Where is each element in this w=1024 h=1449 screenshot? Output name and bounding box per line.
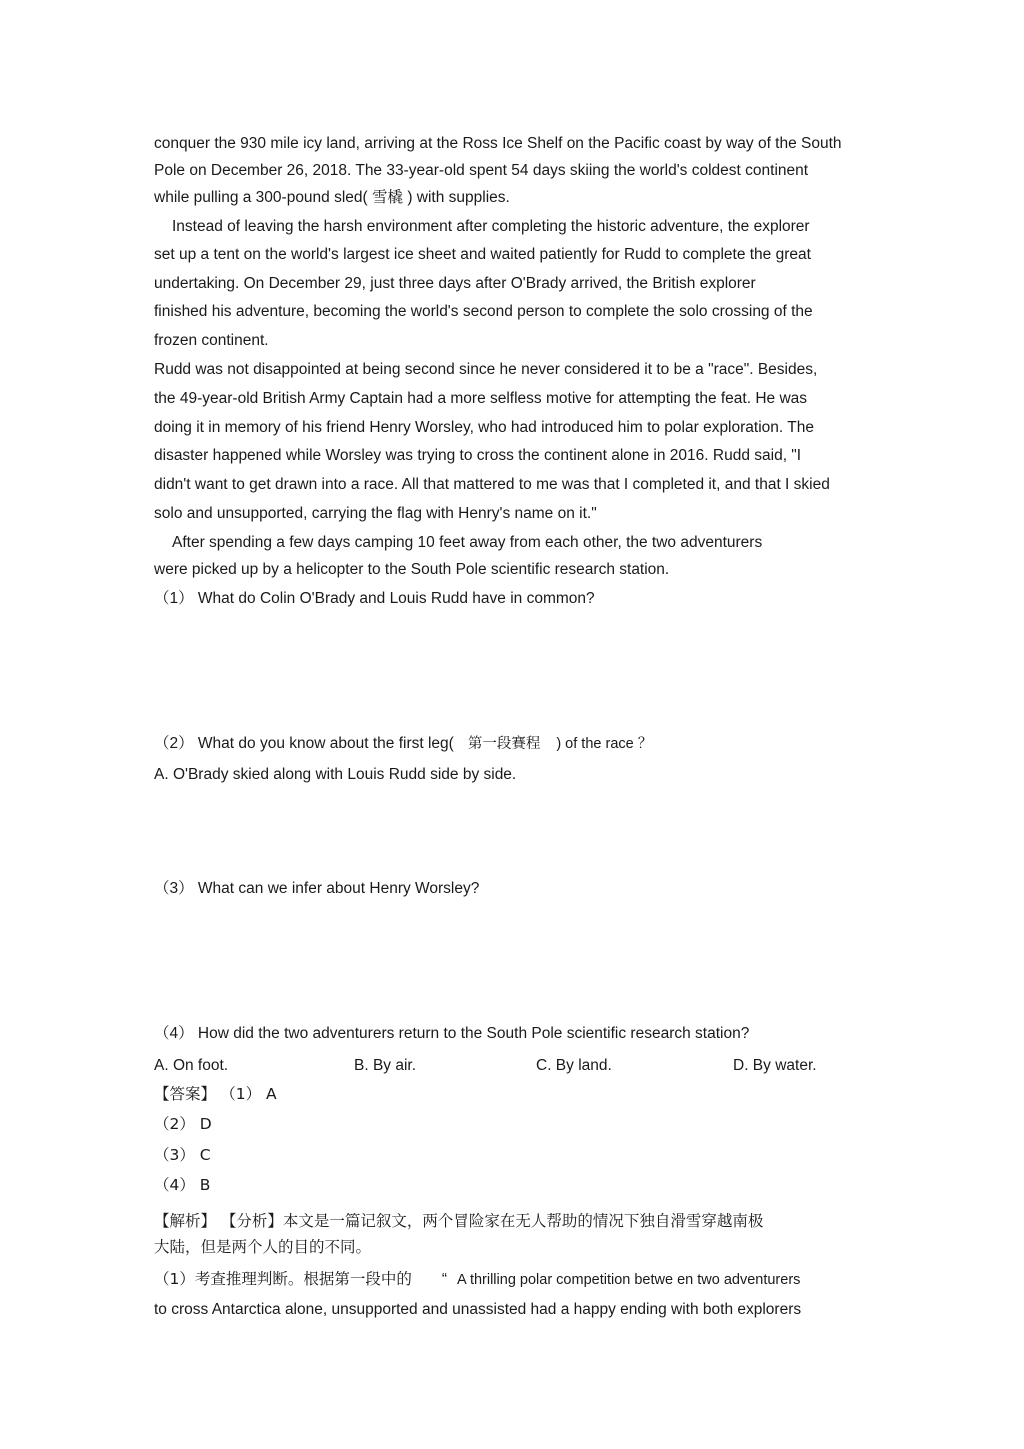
analysis-en-text: A thrilling polar competition betwe en two adventurers: [457, 1272, 801, 1288]
answer-2: （2） D: [154, 1115, 212, 1133]
passage-line: conquer the 930 mile icy land, arriving at the Ross Ice Shelf on the Pacific coast by way of the South: [154, 135, 842, 152]
analysis-cn-text: （1）考查推理判断。根据第一段中的: [154, 1270, 412, 1288]
answer-heading: [154, 1084, 277, 1104]
analysis-line: 【解析】 【分析】本文是一篇记叙文，两个冒险家在无人帮助的情况下独自滑雪穿越南极: [154, 1212, 764, 1230]
passage-line: finished his adventure, becoming the world's second person to complete the solo crossing of the: [154, 303, 813, 320]
passage-line: Instead of leaving the harsh environment after completing the historic adventure, the explorer: [172, 218, 810, 235]
passage-line: Pole on December 26, 2018. The 33-year-old spent 54 days skiing the world's coldest continent: [154, 162, 809, 179]
passage-line: set up a tent on the world's largest ice sheet and waited patiently for Rudd to complete the great: [154, 246, 811, 263]
passage-line: the 49-year-old British Army Captain had a more selfless motive for attempting the feat. He was: [154, 390, 808, 407]
passage-line: solo and unsupported, carrying the flag with Henry's name on it.": [154, 505, 597, 522]
question-3: （3） What can we infer about Henry Worsley?: [154, 880, 480, 897]
passage-line: were picked up by a helicopter to the South Pole scientific research station.: [154, 561, 670, 578]
passage-line: disaster happened while Worsley was trying to cross the continent alone in 2016. Rudd said, "I: [154, 447, 802, 464]
question-4: （4） How did the two adventurers return to the South Pole scientific research station?: [154, 1025, 750, 1042]
answer-4: （4） B: [154, 1176, 211, 1194]
answer-1: （1） A: [228, 1085, 277, 1103]
analysis-line: [154, 1269, 800, 1290]
question-4-option-b: B. By air.: [354, 1057, 417, 1074]
question-2-suffix: ) of the race ？: [556, 736, 653, 752]
question-2-chinese: 第一段賽程: [467, 736, 541, 752]
answer-label: 【答案】: [154, 1085, 217, 1103]
passage-line: frozen continent.: [154, 332, 269, 349]
question-1: （1） What do Colin O'Brady and Louis Rudd have in common?: [154, 590, 595, 607]
passage-line: while pulling a 300-pound sled( 雪橇 ) with supplies.: [154, 189, 510, 206]
question-2-text: （2） What do you know about the first leg(: [154, 735, 454, 752]
passage-line: doing it in memory of his friend Henry Worsley, who had introduced him to polar exploration. The: [154, 419, 814, 436]
question-2: [154, 734, 652, 754]
passage-line: undertaking. On December 29, just three days after O'Brady arrived, the British explorer: [154, 275, 756, 292]
passage-line: didn't want to get drawn into a race. All that mattered to me was that I completed it, and that I skied: [154, 476, 830, 493]
question-4-option-c: C. By land.: [536, 1057, 612, 1074]
analysis-line: to cross Antarctica alone, unsupported and unassisted had a happy ending with both explorers: [154, 1301, 802, 1318]
question-4-option-a: A. On foot.: [154, 1057, 229, 1074]
analysis-quote: “: [441, 1271, 448, 1288]
passage-line: After spending a few days camping 10 feet away from each other, the two adventurers: [172, 534, 763, 551]
passage-line: Rudd was not disappointed at being second since he never considered it to be a "race". Besides,: [154, 361, 818, 378]
analysis-line: 大陆，但是两个人的目的不同。: [154, 1238, 372, 1256]
answer-3: （3） C: [154, 1146, 211, 1164]
question-2-option-a: A. O'Brady skied along with Louis Rudd side by side.: [154, 766, 517, 783]
question-4-option-d: D. By water.: [733, 1057, 817, 1074]
